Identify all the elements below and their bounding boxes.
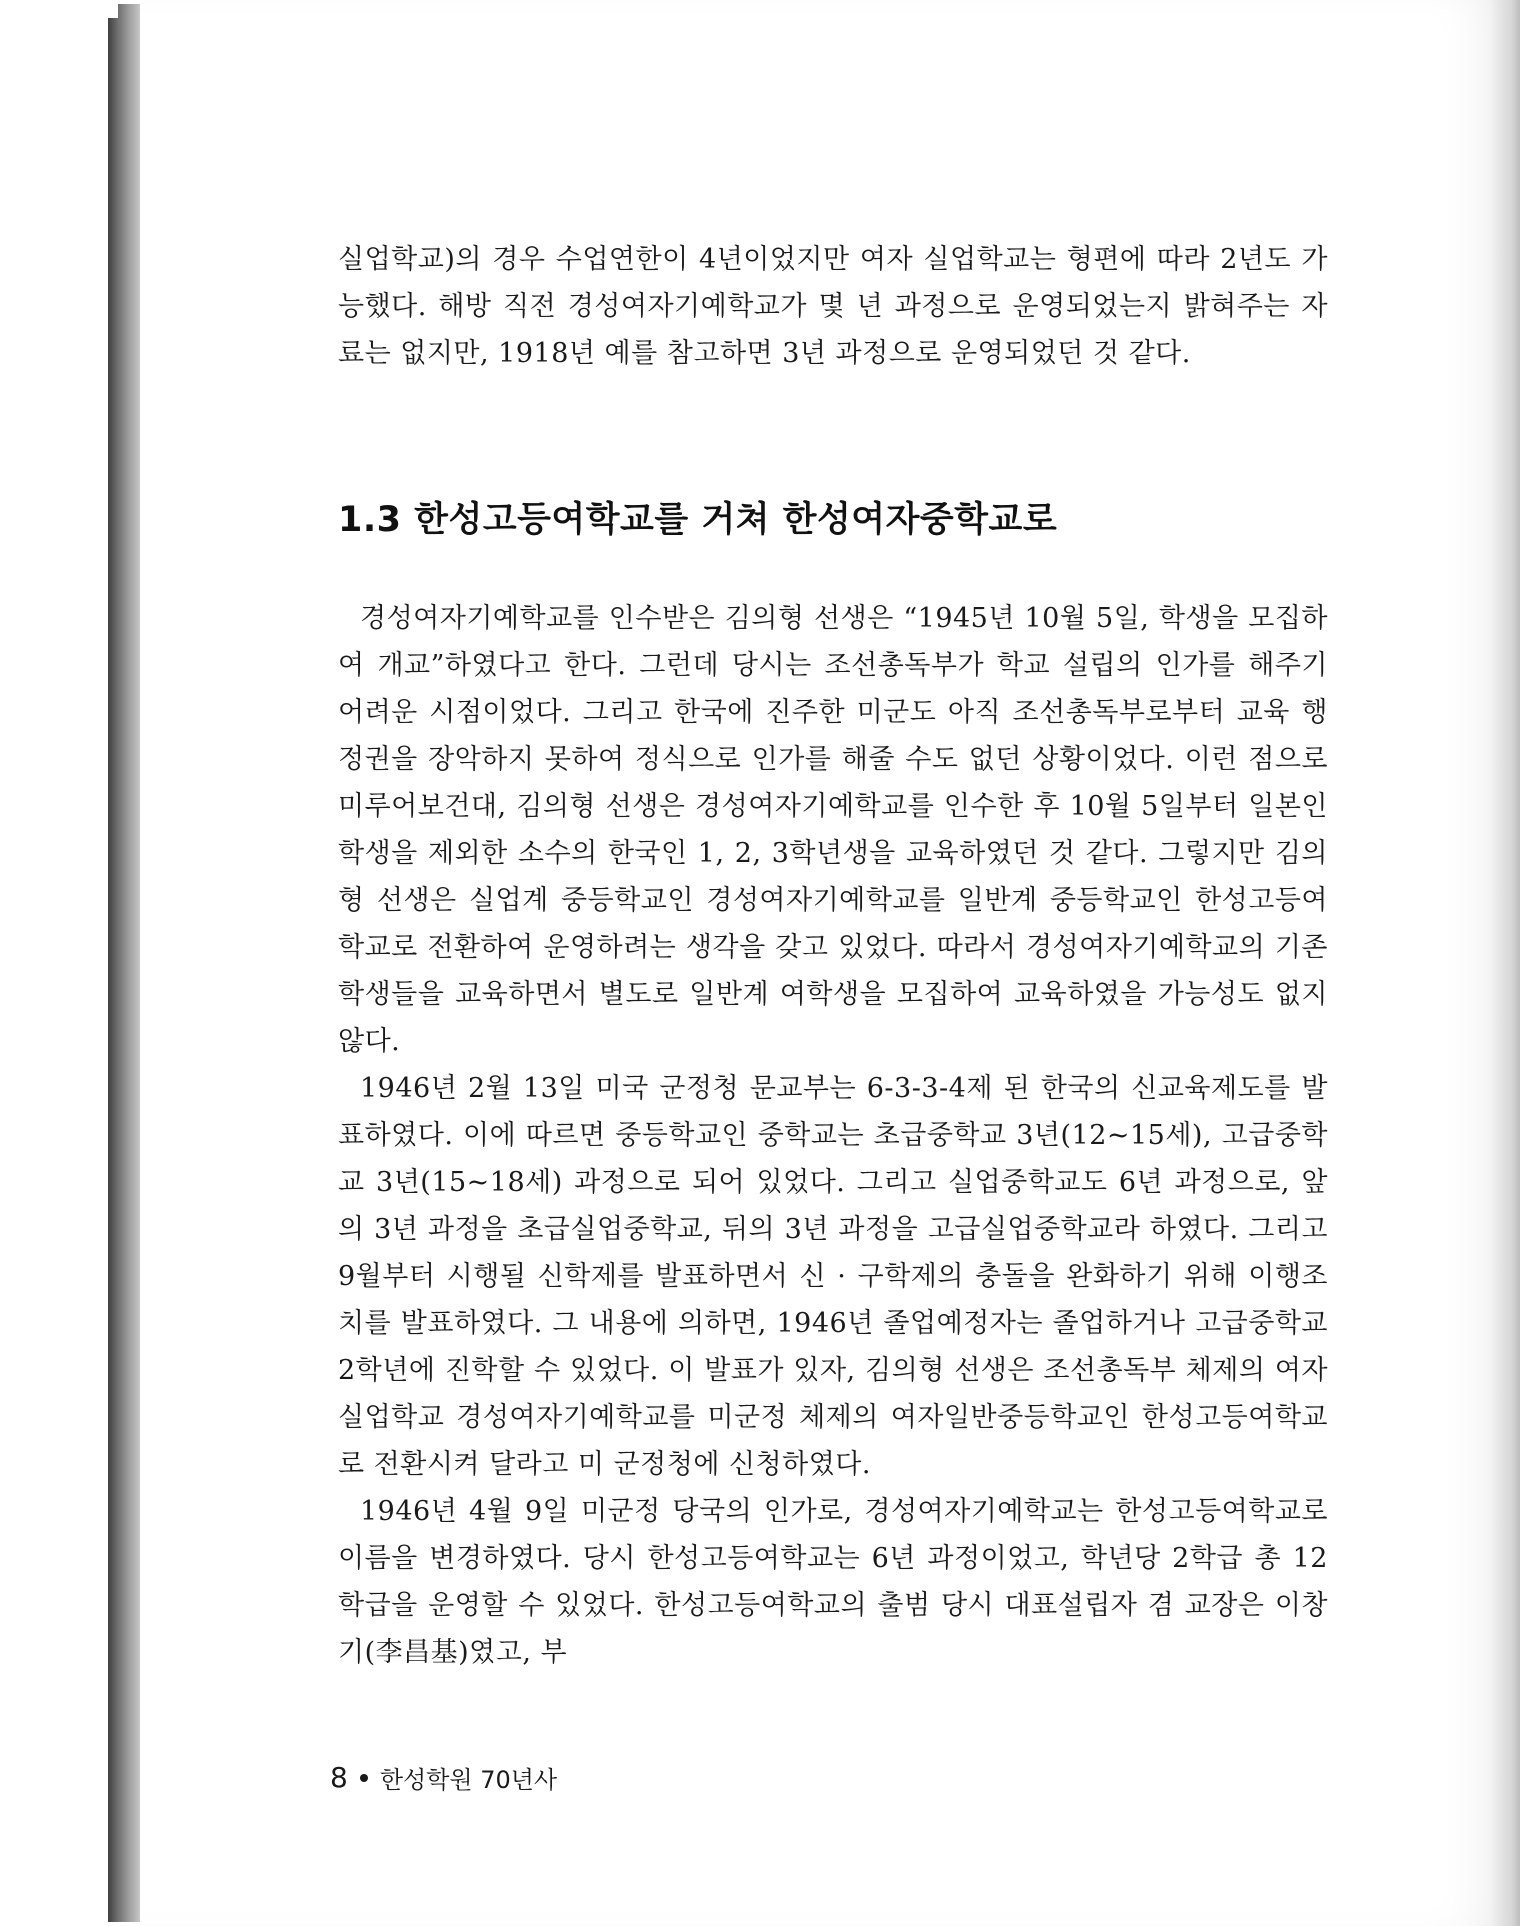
page-footer: [330, 1760, 557, 1795]
book-title: 한성학원 70년사: [379, 1766, 558, 1794]
section-heading: 1.3 한성고등여학교를 거쳐 한성여자중학교로: [338, 500, 1058, 540]
paragraph-3: 1946년 4월 9일 미군정 당국의 인가로, 경성여자기예학교는 한성고등여학교로 이름을 변경하였다. 당시 한성고등여학교는 6년 과정이었고, 학년당 2학급 총 12학급을 운영할 수 있었다. 한성고등여학교의 출범 당시 대표설립자 겸 교장은 이창기(李昌基)였고, 부: [338, 1496, 1328, 1668]
bullet-dot-icon: [360, 1774, 368, 1782]
paragraph-1: 경성여자기예학교를 인수받은 김의형 선생은 “1945년 10월 5일, 학생을 모집하여 개교”하였다고 한다. 그런데 당시는 조선총독부가 학교 설립의 인가를 해주기 어려운 시점이었다. 그리고 한국에 진주한 미군도 아직 조선총독부로부터 교육 행정권을 장악하지 못하여 정식으로 인가를 해줄 수도 없던 상황이었다. 이런 점으로 미루어보건대, 김의형 선생은 경성여자기예학교를 인수한 후 10월 5일부터 일본인 학생을 제외한 소수의 한국인 1, 2, 3학년생을 교육하였던 것 같다. 그렇지만 김의형 선생은 실업계 중등학교인 경성여자기예학교를 일반계 중등학교인 한성고등여학교로 전환하여 운영하려는 생각을 갖고 있었다. 따라서 경성여자기예학교의 기존 학생들을 교육하면서 별도로 일반계 여학생을 모집하여 교육하였을 가능성도 없지 않다.: [338, 603, 1328, 1057]
page-number: 8: [330, 1761, 348, 1794]
page-edge-shadow: [1490, 0, 1520, 1926]
intro-paragraph: 실업학교)의 경우 수업연한이 4년이었지만 여자 실업학교는 형편에 따라 2년도 가능했다. 해방 직전 경성여자기예학교가 몇 년 과정으로 운영되었는지 밝혀주는 자료는 없지만, 1918년 예를 참고하면 3년 과정으로 운영되었던 것 같다.: [338, 244, 1328, 369]
paragraph-2: 1946년 2월 13일 미국 군정청 문교부는 6-3-3-4제 된 한국의 신교육제도를 발표하였다. 이에 따르면 중등학교인 중학교는 초급중학교 3년(12~15세), 고급중학교 3년(15~18세) 과정으로 되어 있었다. 그리고 실업중학교도 6년 과정으로, 앞의 3년 과정을 초급실업중학교, 뒤의 3년 과정을 고급실업중학교라 하였다. 그리고 9월부터 시행될 신학제를 발표하면서 신 · 구학제의 충돌을 완화하기 위해 이행조치를 발표하였다. 그 내용에 의하면, 1946년 졸업예정자는 졸업하거나 고급중학교 2학년에 진학할 수 있었다. 이 발표가 있자, 김의형 선생은 조선총독부 체제의 여자실업학교 경성여자기예학교를 미군정 체제의 여자일반중등학교인 한성고등여학교로 전환시켜 달라고 미 군정청에 신청하였다.: [338, 1073, 1328, 1480]
body-text: [338, 595, 1328, 1676]
